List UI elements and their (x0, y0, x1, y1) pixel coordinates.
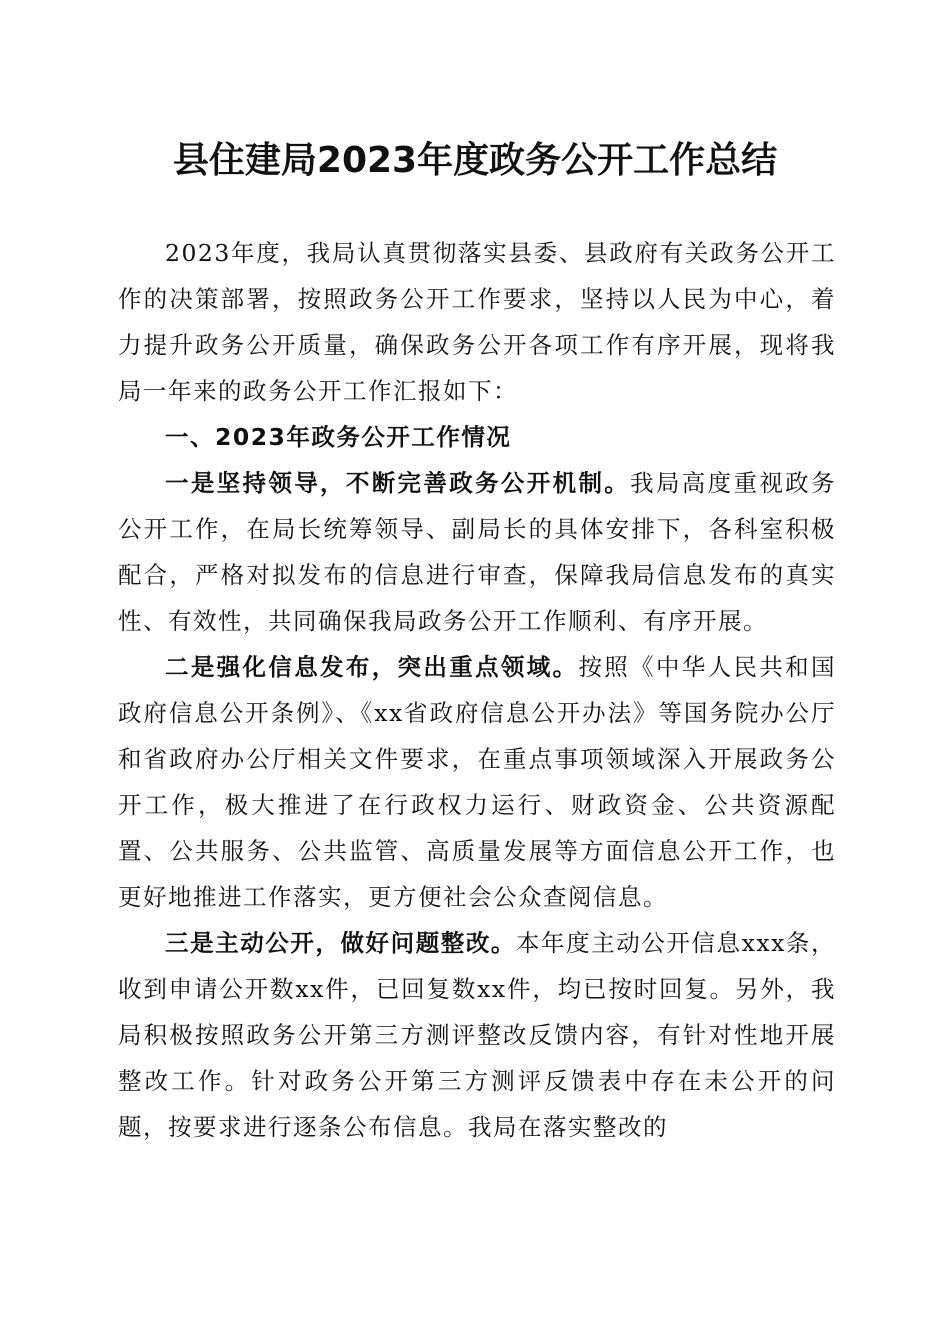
paragraph-1 (118, 460, 836, 644)
paragraph-1-lead: 一是坚持领导，不断完善政务公开机制。 (165, 469, 631, 497)
paragraph-3-text: 本年度主动公开信息xxx条，收到申请公开数xx件，已回复数xx件，均已按时回复。另外，我局积极按照政务公开第三方测评整改反馈内容，有针对性地开展整改工作。针对政务公开第三方测评反馈表中存在未公开的问题，按要求进行逐条公布信息。我局在落实整改的 (118, 929, 837, 1141)
document-body (118, 230, 836, 1150)
intro-paragraph: 2023年度，我局认真贯彻落实县委、县政府有关政务公开工作的决策部署，按照政务公开工作要求，坚持以人民为中心，着力提升政务公开质量，确保政务公开各项工作有序开展，现将我局一年来的政务公开工作汇报如下： (118, 239, 836, 405)
paragraph-2-text: 按照《中华人民共和国政府信息公开条例》、《xx省政府信息公开办法》等国务院办公厅和省政府办公厅相关文件要求，在重点事项领域深入开展政务公开工作，极大推进了在行政权力运行、财政资金、公共资源配置、公共服务、公共监管、高质量发展等方面信息公开工作，也更好地推进工作落实，更方便社会公众查阅信息。 (118, 653, 837, 911)
paragraph-3-lead: 三是主动公开，做好问题整改。 (165, 929, 516, 957)
section-heading: 一、2023年政务公开工作情况 (165, 423, 512, 451)
document-title: 县住建局2023年度政务公开工作总结 (172, 140, 778, 181)
paragraph-2 (118, 644, 836, 920)
paragraph-2-lead: 二是强化信息发布，突出重点领域。 (165, 653, 579, 681)
paragraph-1-text: 我局高度重视政务公开工作，在局长统筹领导、副局长的具体安排下，各科室积极配合，严格对拟发布的信息进行审查，保障我局信息发布的真实性、有效性，共同确保我局政务公开工作顺利、有序开展。 (118, 469, 837, 635)
paragraph-3 (118, 920, 836, 1150)
